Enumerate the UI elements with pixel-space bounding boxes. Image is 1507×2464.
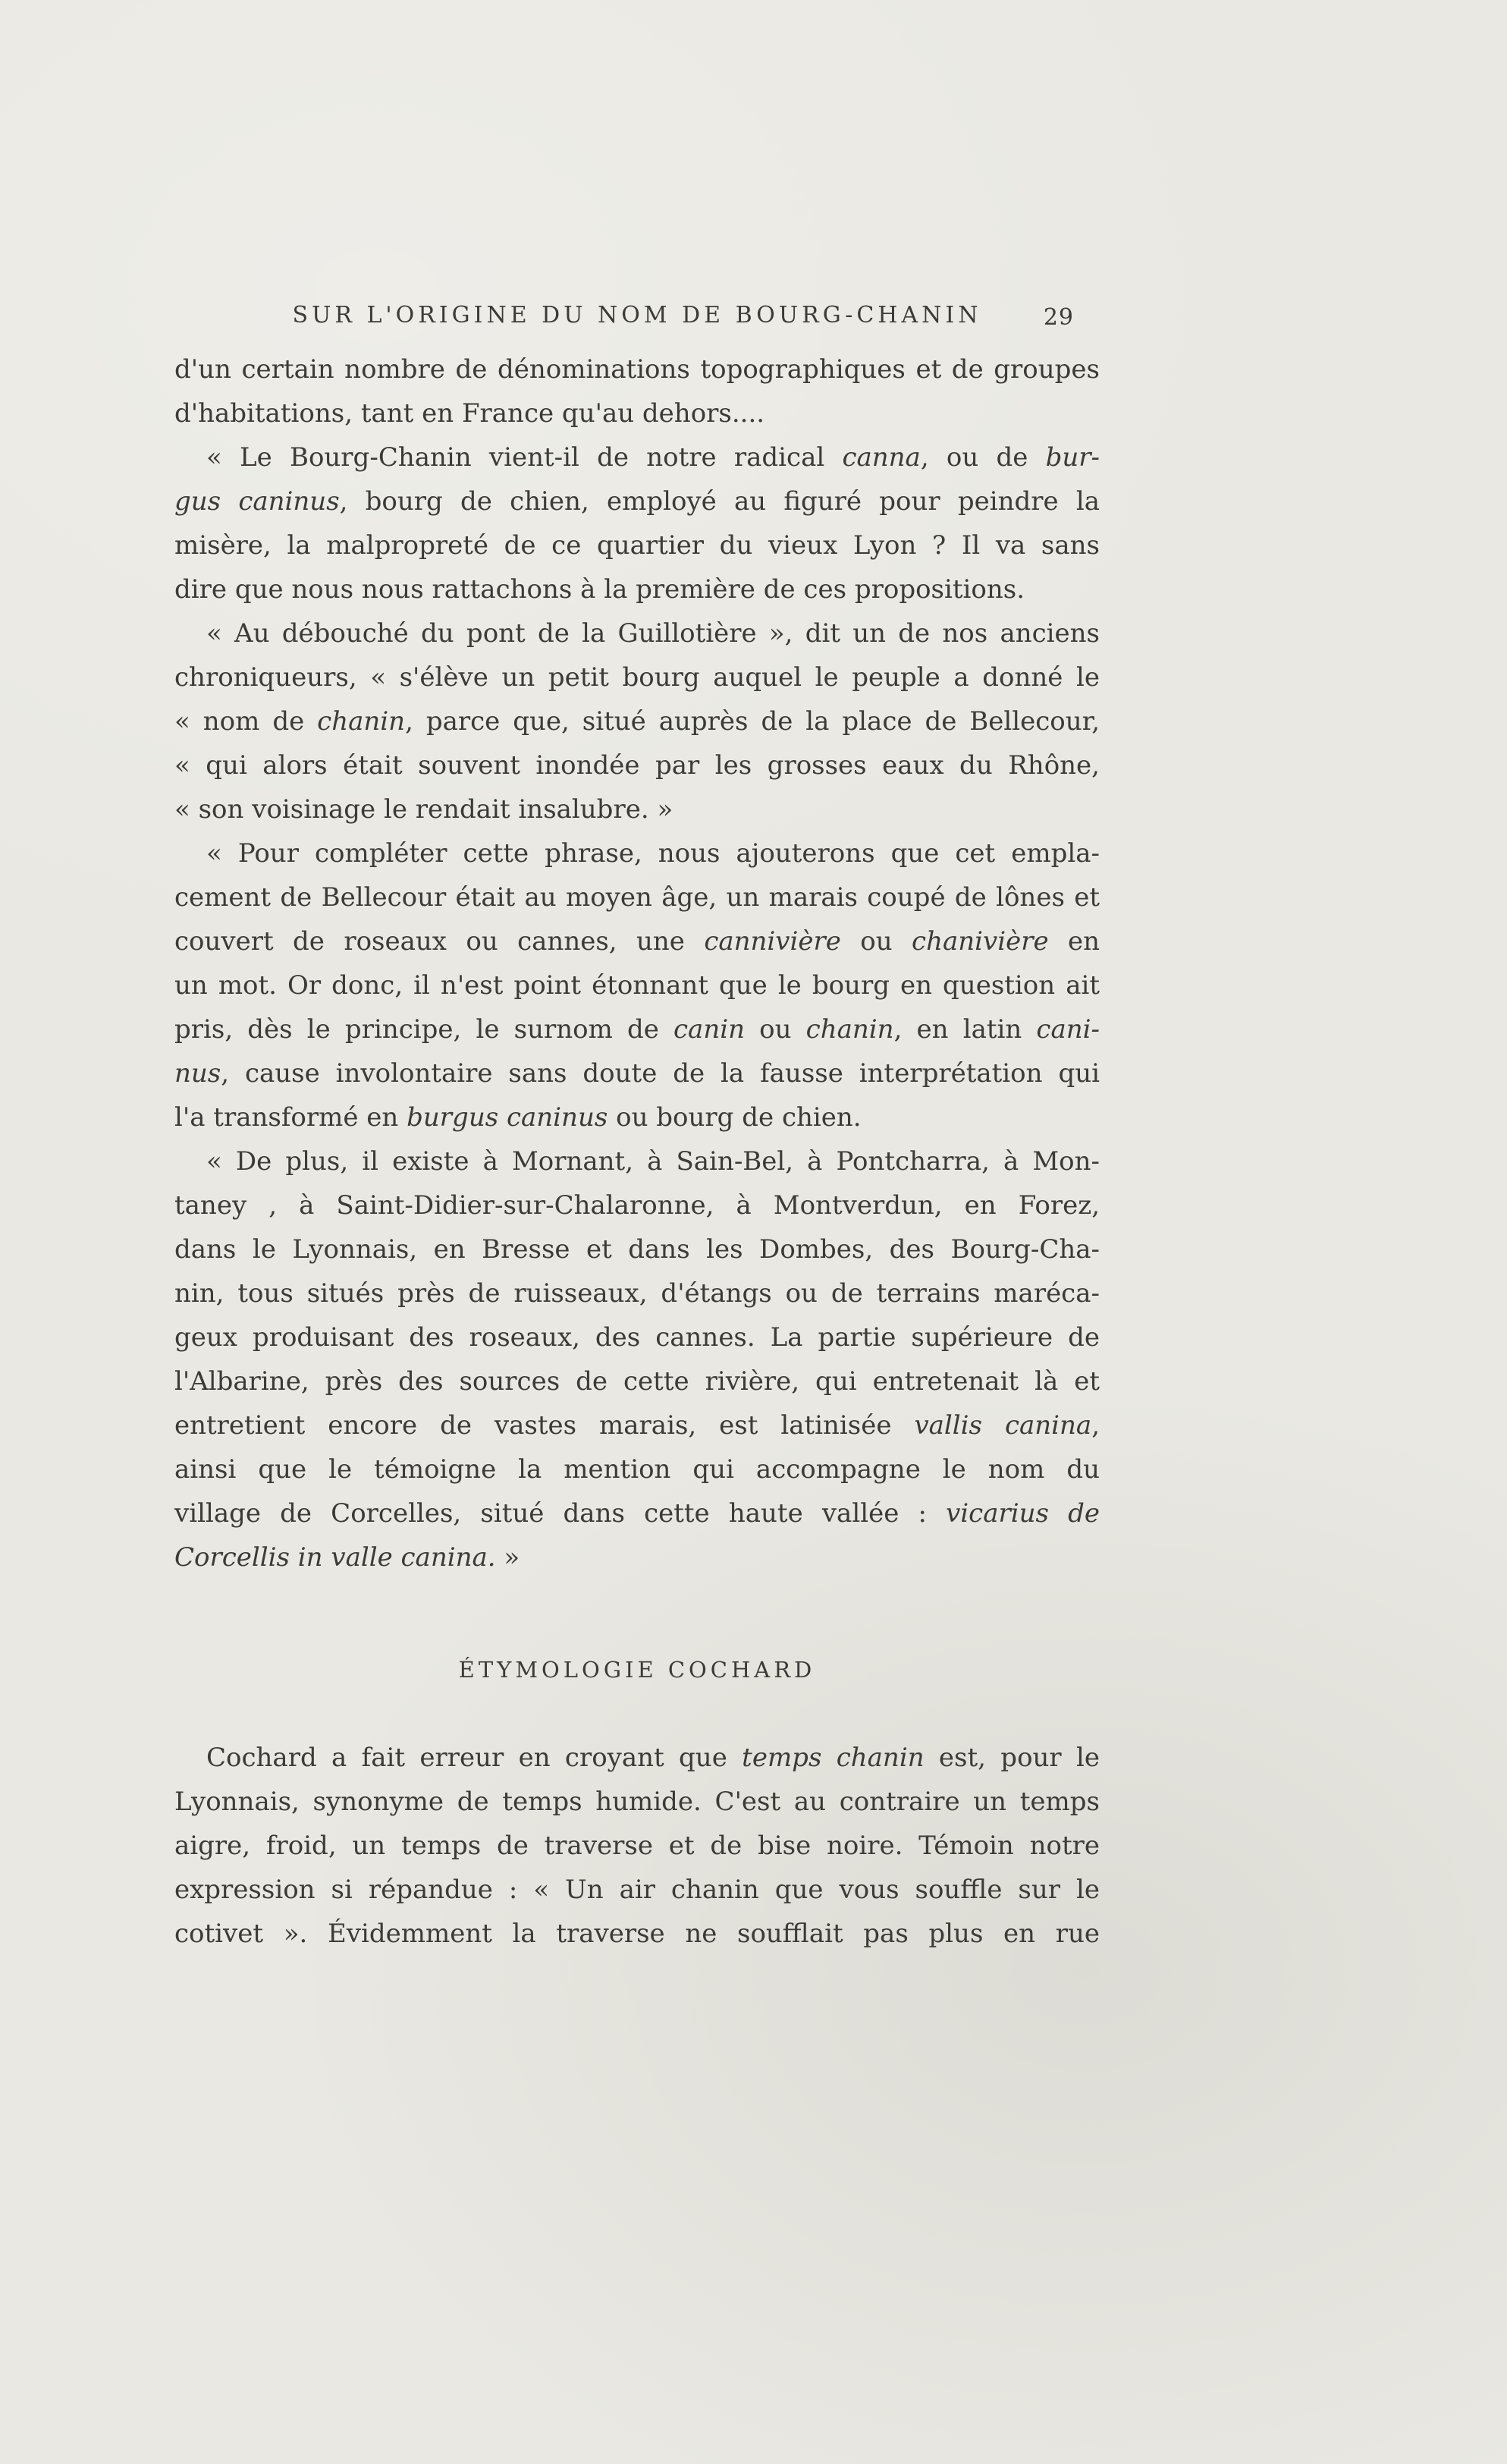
text-line [174,699,1100,743]
running-header [174,302,1100,337]
text-segment: entretient encore de vastes marais, est latinisée [174,1410,915,1441]
text-segment: , en latin [893,1014,1037,1045]
text-segment: nin, tous situés près de ruisseaux, d'étangs ou de terrains maréca- [174,1278,1100,1309]
text-segment: , bourg de chien, employé au figuré pour peindre la [339,486,1100,517]
italic-text-segment: bur- [1045,442,1100,473]
italic-text-segment: Corcellis in valle canina. [174,1542,496,1573]
text-segment: « nom de [174,706,318,737]
text-line [174,435,1100,479]
page-number: 29 [1043,304,1074,331]
italic-text-segment: vallis canina [914,1410,1092,1441]
text-segment: cement de Bellecour était au moyen âge, un marais coupé de lônes et [174,882,1100,913]
text-line [174,479,1100,523]
text-line [174,963,1100,1007]
text-line [174,391,1100,435]
text-segment: « De plus, il existe à Mornant, à Sain-Bel, à Pontcharra, à Mon- [206,1146,1100,1177]
text-segment: l'Albarine, près des sources de cette rivière, qui entretenait là et [174,1366,1100,1397]
text-line [174,523,1100,567]
text-segment: un mot. Or donc, il n'est point étonnant que le bourg en question ait [174,970,1100,1001]
text-segment: » [495,1542,520,1573]
text-line [174,1095,1100,1139]
italic-text-segment: temps chanin [742,1743,925,1773]
text-line [174,743,1100,787]
text-segment: taney , à Saint-Didier-sur-Chalaronne, à Montverdun, en Forez, [174,1190,1100,1221]
text-line [174,1824,1100,1868]
text-line [174,831,1100,875]
text-segment: en [1048,926,1100,957]
text-line [174,1491,1100,1535]
text-line [174,1868,1100,1912]
text-segment: « Le Bourg-Chanin vient-il de notre radical [206,442,843,473]
italic-text-segment: gus caninus [174,486,340,517]
text-segment: , ou de [920,442,1046,473]
text-line [174,1007,1100,1051]
body-block-2 [174,1736,1100,1956]
text-line [174,1227,1100,1271]
text-segment: d'habitations, tant en France qu'au dehors.... [174,398,765,429]
text-segment: geux produisant des roseaux, des cannes. La partie supérieure de [174,1322,1100,1353]
text-segment: « son voisinage le rendait insalubre. » [174,794,673,825]
italic-text-segment: burgus caninus [407,1102,608,1133]
italic-text-segment: cani- [1036,1014,1100,1045]
text-segment: village de Corcelles, situé dans cette haute vallée : [174,1498,947,1529]
text-segment: , cause involontaire sans doute de la fausse interprétation qui [221,1058,1100,1089]
text-line [174,919,1100,963]
text-line [174,347,1100,391]
text-segment: dans le Lyonnais, en Bresse et dans les Dombes, des Bourg-Cha- [174,1234,1100,1265]
text-segment: Lyonnais, synonyme de temps humide. C'est au contraire un temps [174,1787,1100,1817]
text-segment: chroniqueurs, « s'élève un petit bourg auquel le peuple a donné le [174,662,1100,693]
text-segment: couvert de roseaux ou cannes, une [174,926,705,957]
text-segment: ou [840,926,912,957]
text-segment: « Pour compléter cette phrase, nous ajouterons que cet empla- [206,838,1100,869]
text-segment: expression si répandue : « Un air chanin que vous souffle sur le [174,1875,1100,1905]
text-segment: ou [745,1014,806,1045]
italic-text-segment: chanivière [912,926,1049,957]
text-line [174,1780,1100,1824]
text-line [174,1403,1100,1447]
text-segment: l'a transformé en [174,1102,407,1133]
text-line [174,1183,1100,1227]
text-segment: Cochard a fait erreur en croyant que [206,1743,743,1773]
text-line [174,1736,1100,1780]
section-heading: ÉTYMOLOGIE COCHARD [458,1657,816,1683]
text-segment: , [1091,1410,1100,1441]
italic-text-segment: chanin [317,706,406,737]
text-line [174,611,1100,655]
text-line [174,875,1100,919]
text-line [174,655,1100,699]
text-line [174,787,1100,831]
text-segment: ainsi que le témoigne la mention qui accompagne le nom du [174,1454,1100,1485]
text-line [174,1139,1100,1183]
text-segment: cotivet ». Évidemment la traverse ne soufflait pas plus en rue [174,1919,1100,1949]
text-segment: est, pour le [924,1743,1100,1773]
italic-text-segment: cannivière [704,926,841,957]
text-segment: « Au débouché du pont de la Guillotière », dit un de nos anciens [206,618,1100,649]
text-line [174,1912,1100,1956]
text-segment: misère, la malpropreté de ce quartier du vieux Lyon ? Il va sans [174,530,1100,561]
body-block-1 [174,347,1100,1579]
italic-text-segment: chanin [805,1014,894,1045]
text-line [174,1315,1100,1359]
text-segment: d'un certain nombre de dénominations topographiques et de groupes [174,354,1100,385]
text-line [174,567,1100,611]
italic-text-segment: vicarius de [946,1498,1100,1529]
text-segment: pris, dès le principe, le surnom de [174,1014,674,1045]
italic-text-segment: canna [842,442,921,473]
text-segment: « qui alors était souvent inondée par les grosses eaux du Rhône, [174,750,1100,781]
text-segment: dire que nous nous rattachons à la première de ces propositions. [174,574,1025,605]
text-line [174,1271,1100,1315]
text-segment: , parce que, situé auprès de la place de Bellecour, [405,706,1100,737]
italic-text-segment: nus [174,1058,221,1089]
italic-text-segment: canin [673,1014,745,1045]
text-line [174,1535,1100,1579]
text-line [174,1051,1100,1095]
running-header-title: SUR L'ORIGINE DU NOM DE BOURG-CHANIN [292,302,982,328]
text-line [174,1447,1100,1491]
text-segment: aigre, froid, un temps de traverse et de bise noire. Témoin notre [174,1831,1100,1861]
text-segment: ou bourg de chien. [608,1102,862,1133]
text-line [174,1359,1100,1403]
